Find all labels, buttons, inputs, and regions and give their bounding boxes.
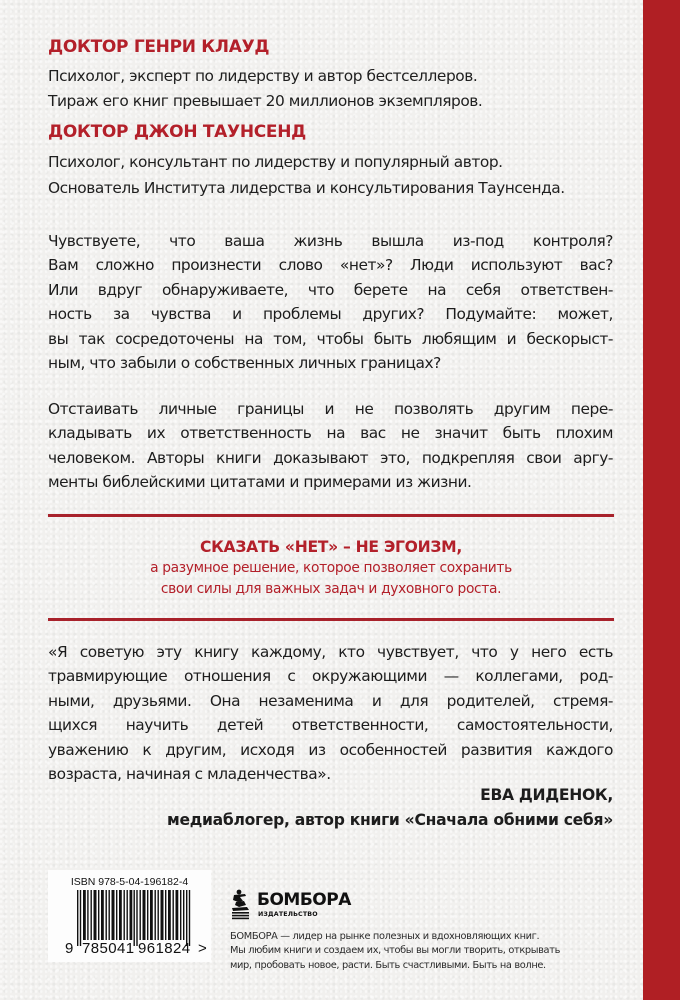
isbn-barcode [48,870,211,962]
paragraph-line: Чувствуете, что ваша жизнь вышла из-под контроля? [48,232,613,250]
author-name-cloud: ДОКТОР ГЕНРИ КЛАУД [48,37,270,57]
quote-line: щихся научить детей ответственности, самостоятельности, [48,716,613,735]
bombora-jumper-icon [230,889,252,921]
barcode-group-1: 785041 [82,940,135,957]
paragraph-line: менты библейскими цитатами и примерами из жизни. [48,473,472,492]
barcode-group-2: 961824 [138,940,191,957]
paragraph-line: кладывать их ответственность на вас не значит быть плохим [48,424,613,443]
barcode-lead-digit: 9 [65,940,74,957]
testimonial-author: ЕВА ДИДЕНОК, [480,786,613,804]
isbn-label: ISBN 978-5-04-196182-4 [70,876,189,888]
author-name-townsend: ДОКТОР ДЖОН ТАУНСЕНД [48,122,307,142]
paragraph-line: ность за чувства и проблемы других? Подумайте: может, [48,305,613,324]
paragraph-line: Отстаивать личные границы и не позволять другим пере- [48,400,613,418]
callout-line: а разумное решение, которое позволяет сохранить [150,560,512,576]
paragraph-line: человеком. Авторы книги доказывают это, подкрепляя свои аргу- [48,448,613,467]
publisher-blurb-line: БОМБОРА — лидер на рынке полезных и вдохновляющих книг. [230,931,540,942]
author-bio-line: Тираж его книг превышает 20 миллионов экземпляров. [48,92,483,110]
author-bio-line: Психолог, консультант по лидерству и популярный автор. [48,153,503,171]
red-spine-strip [643,0,680,1000]
paragraph-line: Вам сложно произнести слово «нет»? Люди используют вас? [48,256,613,275]
paragraph-line: вы так сосредоточены на том, чтобы быть любящим и бескорыст- [48,329,613,348]
author-bio-line: Психолог, эксперт по лидерству и автор бестселлеров. [48,67,478,85]
callout-divider-top [48,514,614,517]
publisher-logo-subtitle: ИЗДАТЕЛЬСТВО [258,911,318,918]
barcode-bars-icon [77,890,193,946]
publisher-blurb [230,930,640,973]
paragraph-line: Или вдруг обнаруживаете, что берете на себя ответствен- [48,280,613,299]
publisher-blurb-line: мир, пробовать новое, расти. Быть счастливыми. Быть на волне. [230,959,546,971]
author-bio-line: Основатель Института лидерства и консультирования Таунсенда. [48,179,565,197]
quote-line: возраста, начиная с младенчества». [48,764,331,783]
callout-divider-bottom [48,618,614,621]
publisher-logo [230,889,360,923]
paragraph-line: ным, что забыли о собственных личных границах? [48,353,441,372]
barcode-arrow: > [198,940,207,957]
testimonial-author-role: медиаблогер, автор книги «Сначала обними себя» [167,811,613,829]
testimonial-quote [48,640,613,786]
quote-line: «Я советую эту книгу каждому, кто чувствует, что у него есть [48,643,613,661]
description-paragraph-2 [48,397,613,495]
description-paragraph-1 [48,229,613,375]
callout-line: свои силы для важных задач и духовного роста. [160,581,502,597]
quote-line: ными, друзьями. Она незаменима и для родителей, стремя- [48,691,613,710]
publisher-blurb-line: Мы любим книги и создаем их, чтобы вы могли творить, открывать [230,945,560,957]
quote-line: уважению к другим, исходя из особенностей развития каждого [48,740,613,759]
callout-headline: СКАЗАТЬ «НЕТ» – НЕ ЭГОИЗМ, [199,538,463,556]
callout-box [48,536,614,600]
publisher-logo-name: БОМБОРА [257,890,351,910]
quote-line: травмирующие отношения с окружающими — коллегами, род- [48,667,613,686]
